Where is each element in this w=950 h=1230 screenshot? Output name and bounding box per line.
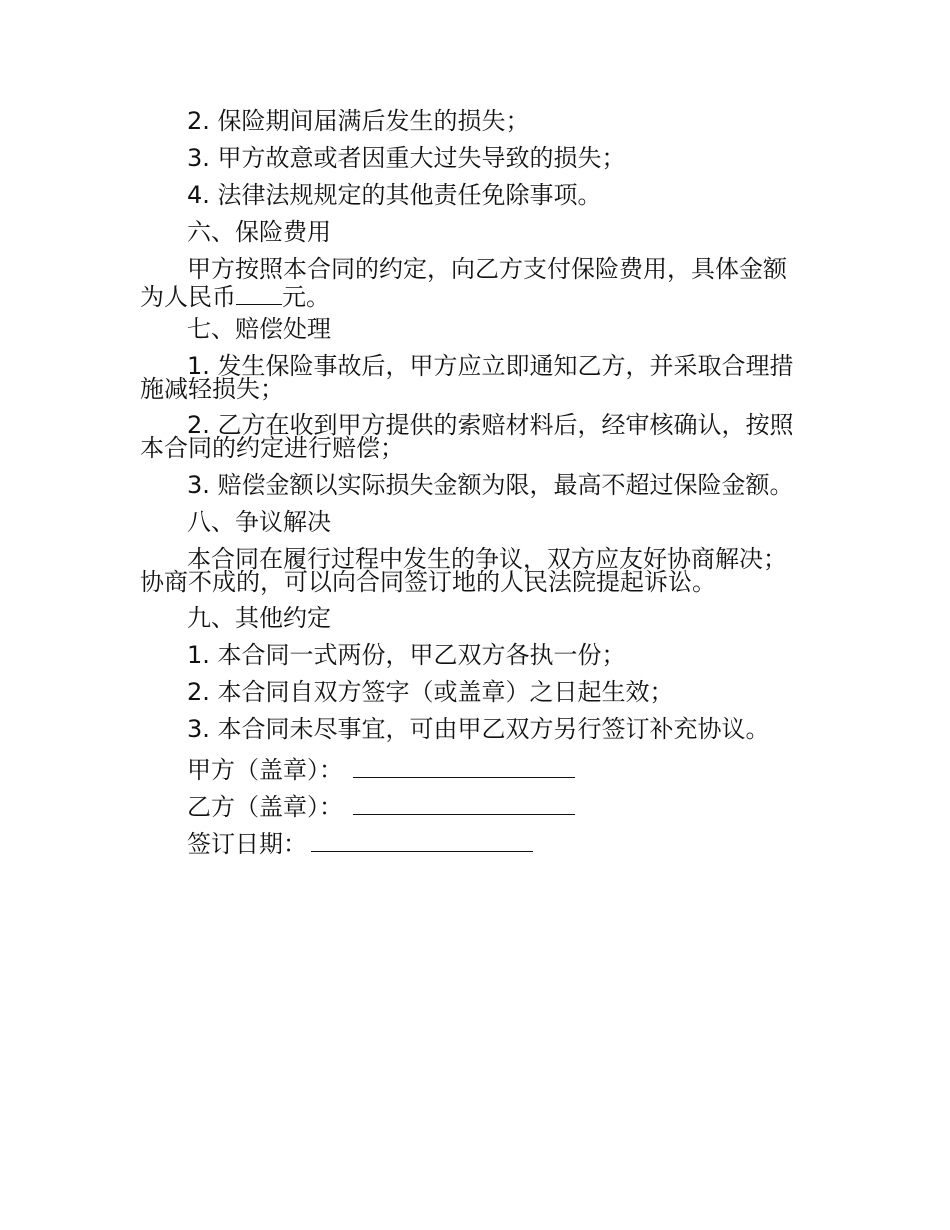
claims-item-2-line-1: 2. 乙方在收到甲方提供的索赔材料后，经审核确认，按照 <box>187 411 794 439</box>
section-heading-dispute: 八、争议解决 <box>187 508 331 536</box>
date-blank <box>311 829 533 852</box>
other-item-3: 3. 本合同未尽事宜，可由甲乙双方另行签订补充协议。 <box>187 715 770 743</box>
party-a-label: 甲方（盖章）： <box>187 756 343 784</box>
date-label: 签订日期： <box>187 830 307 858</box>
party-a-signature-blank <box>353 755 575 778</box>
exclusion-item-3: 3. 甲方故意或者因重大过失导致的损失； <box>187 144 626 172</box>
signature-date <box>187 829 533 857</box>
exclusion-item-4: 4. 法律法规规定的其他责任免除事项。 <box>187 181 602 209</box>
section-heading-insurance-fee: 六、保险费用 <box>187 218 331 246</box>
claims-item-3: 3. 赔偿金额以实际损失金额为限，最高不超过保险金额。 <box>187 471 794 499</box>
party-b-label: 乙方（盖章）： <box>187 793 343 821</box>
claims-item-2-line-2: 本合同的约定进行赔偿； <box>140 434 404 462</box>
exclusion-item-2: 2. 保险期间届满后发生的损失； <box>187 107 530 135</box>
fee-amount-blank <box>236 282 282 305</box>
dispute-paragraph-line-2: 协商不成的，可以向合同签订地的人民法院提起诉讼。 <box>140 568 716 596</box>
fee-paragraph-line-2 <box>140 282 330 310</box>
claims-item-1-line-2: 施减轻损失； <box>140 375 284 403</box>
fee-paragraph-prefix: 为人民币 <box>140 283 236 311</box>
signature-party-b <box>187 792 575 820</box>
section-heading-claims: 七、赔偿处理 <box>187 315 331 343</box>
fee-paragraph-suffix: 元。 <box>282 283 330 311</box>
section-heading-other: 九、其他约定 <box>187 604 331 632</box>
other-item-2: 2. 本合同自双方签字（或盖章）之日起生效； <box>187 678 674 706</box>
fee-paragraph-line-1: 甲方按照本合同的约定，向乙方支付保险费用，具体金额 <box>187 255 787 283</box>
other-item-1: 1. 本合同一式两份，甲乙双方各执一份； <box>187 641 626 669</box>
signature-party-a <box>187 755 575 783</box>
party-b-signature-blank <box>353 792 575 815</box>
dispute-paragraph-line-1: 本合同在履行过程中发生的争议，双方应友好协商解决； <box>187 545 787 573</box>
claims-item-1-line-1: 1. 发生保险事故后，甲方应立即通知乙方，并采取合理措 <box>187 352 794 380</box>
